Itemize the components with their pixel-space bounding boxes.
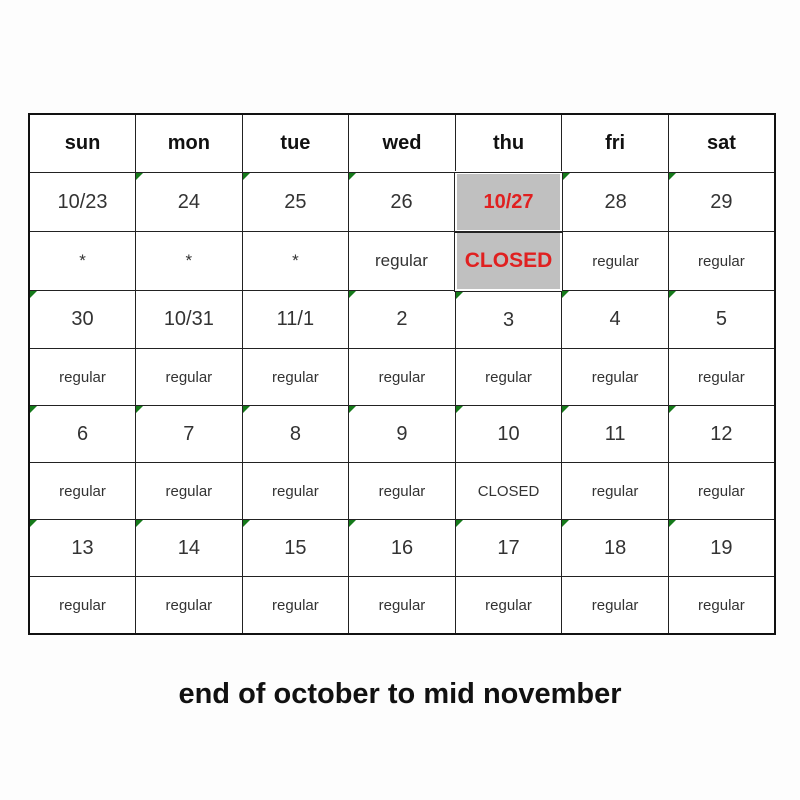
calendar-table bbox=[28, 113, 776, 635]
date-cell bbox=[668, 291, 775, 349]
highlighted-date-cell: 10/27 bbox=[455, 173, 562, 232]
corner-marker-icon bbox=[669, 291, 676, 298]
status-cell: regular bbox=[136, 463, 243, 520]
status-cell: regular bbox=[455, 349, 562, 406]
date-label: 28 bbox=[604, 190, 627, 213]
status-row bbox=[29, 577, 775, 635]
status-cell: regular bbox=[349, 577, 456, 635]
date-cell bbox=[562, 173, 669, 232]
corner-marker-icon bbox=[669, 173, 676, 180]
corner-marker-icon bbox=[456, 406, 463, 413]
status-cell: regular bbox=[455, 577, 562, 635]
status-row bbox=[29, 463, 775, 520]
date-row bbox=[29, 406, 775, 463]
date-cell bbox=[562, 406, 669, 463]
date-cell bbox=[562, 291, 669, 349]
corner-marker-icon bbox=[30, 520, 37, 527]
date-label: 13 bbox=[71, 536, 94, 559]
date-label: 2 bbox=[396, 308, 408, 330]
status-cell: regular bbox=[562, 349, 669, 406]
date-label: 14 bbox=[177, 536, 200, 559]
highlighted-status-cell: CLOSED bbox=[455, 232, 562, 291]
date-label: 25 bbox=[284, 190, 307, 213]
weekday-header-thu: thu bbox=[455, 114, 562, 173]
corner-marker-icon bbox=[349, 520, 356, 527]
status-cell: regular bbox=[668, 463, 775, 520]
status-cell: regular bbox=[668, 577, 775, 635]
status-cell: regular bbox=[242, 349, 349, 406]
weekday-header-row bbox=[29, 114, 775, 173]
date-cell bbox=[455, 406, 562, 463]
date-label: 10 bbox=[497, 422, 520, 445]
date-label: 19 bbox=[710, 536, 733, 559]
date-label: 30 bbox=[71, 308, 94, 330]
date-label: 6 bbox=[76, 422, 89, 445]
status-cell: * bbox=[136, 232, 243, 291]
status-row bbox=[29, 232, 775, 291]
calendar-caption: end of october to mid november bbox=[178, 678, 622, 710]
status-cell: regular bbox=[349, 232, 456, 291]
date-label: 5 bbox=[715, 308, 727, 330]
date-label: 15 bbox=[284, 536, 307, 559]
date-label: 9 bbox=[396, 422, 408, 445]
date-cell bbox=[29, 291, 136, 349]
status-cell: regular bbox=[562, 577, 669, 635]
corner-marker-icon bbox=[563, 173, 570, 180]
date-label: 26 bbox=[390, 190, 413, 213]
status-cell: regular bbox=[29, 577, 136, 635]
status-cell: * bbox=[29, 232, 136, 291]
date-cell bbox=[29, 520, 136, 577]
date-cell: 11/1 bbox=[242, 291, 349, 349]
date-cell bbox=[668, 406, 775, 463]
date-cell bbox=[136, 406, 243, 463]
date-label: 24 bbox=[177, 190, 200, 213]
date-cell bbox=[349, 291, 456, 349]
corner-marker-icon bbox=[349, 406, 356, 413]
date-cell: 10/23 bbox=[29, 173, 136, 232]
date-cell bbox=[242, 406, 349, 463]
date-label: 29 bbox=[710, 190, 733, 213]
status-row bbox=[29, 349, 775, 406]
status-cell: regular bbox=[29, 349, 136, 406]
date-cell bbox=[349, 406, 456, 463]
weekday-header-wed: wed bbox=[349, 114, 456, 173]
date-label: 3 bbox=[502, 308, 515, 331]
date-label: 17 bbox=[497, 536, 520, 559]
date-cell bbox=[136, 173, 243, 232]
date-label: 16 bbox=[390, 536, 414, 559]
corner-marker-icon bbox=[456, 292, 463, 299]
weekday-header-tue: tue bbox=[242, 114, 349, 173]
date-row bbox=[29, 291, 775, 349]
status-cell: regular bbox=[668, 349, 775, 406]
corner-marker-icon bbox=[30, 291, 37, 298]
status-cell: CLOSED bbox=[455, 463, 562, 520]
corner-marker-icon bbox=[243, 406, 250, 413]
date-label: 12 bbox=[710, 422, 733, 445]
date-cell bbox=[349, 173, 456, 232]
status-cell: regular bbox=[349, 463, 456, 520]
corner-marker-icon bbox=[669, 520, 676, 527]
corner-marker-icon bbox=[243, 173, 250, 180]
weekday-header-sun: sun bbox=[29, 114, 136, 173]
corner-marker-icon bbox=[562, 406, 569, 413]
date-label: 4 bbox=[609, 308, 621, 330]
date-row bbox=[29, 520, 775, 577]
corner-marker-icon bbox=[349, 291, 356, 298]
corner-marker-icon bbox=[136, 520, 143, 527]
date-cell bbox=[349, 520, 456, 577]
corner-marker-icon bbox=[456, 520, 463, 527]
date-label: 18 bbox=[603, 536, 627, 559]
status-cell: regular bbox=[29, 463, 136, 520]
corner-marker-icon bbox=[243, 520, 250, 527]
weekday-header-fri: fri bbox=[562, 114, 669, 173]
date-row bbox=[29, 173, 775, 232]
date-label: 7 bbox=[183, 422, 195, 445]
date-label: 11 bbox=[604, 422, 626, 445]
date-label: 8 bbox=[289, 422, 301, 445]
date-cell bbox=[242, 173, 349, 232]
status-cell: * bbox=[242, 232, 349, 291]
corner-marker-icon bbox=[136, 173, 143, 180]
status-cell: regular bbox=[562, 463, 669, 520]
weekday-header-sat: sat bbox=[668, 114, 775, 173]
status-cell: regular bbox=[136, 577, 243, 635]
date-cell bbox=[29, 406, 136, 463]
status-cell: regular bbox=[242, 577, 349, 635]
corner-marker-icon bbox=[349, 173, 356, 180]
date-cell: 10/31 bbox=[136, 291, 243, 349]
date-cell bbox=[668, 520, 775, 577]
corner-marker-icon bbox=[30, 406, 37, 413]
date-cell bbox=[455, 520, 562, 577]
date-cell bbox=[562, 520, 669, 577]
date-cell bbox=[242, 520, 349, 577]
date-cell bbox=[668, 173, 775, 232]
corner-marker-icon bbox=[669, 406, 676, 413]
corner-marker-icon bbox=[562, 520, 569, 527]
status-cell: regular bbox=[242, 463, 349, 520]
date-cell bbox=[455, 291, 562, 349]
status-cell: regular bbox=[136, 349, 243, 406]
date-cell bbox=[136, 520, 243, 577]
status-cell: regular bbox=[349, 349, 456, 406]
status-cell: regular bbox=[562, 232, 669, 291]
corner-marker-icon bbox=[562, 291, 569, 298]
weekday-header-mon: mon bbox=[136, 114, 243, 173]
corner-marker-icon bbox=[136, 406, 143, 413]
status-cell: regular bbox=[668, 232, 775, 291]
